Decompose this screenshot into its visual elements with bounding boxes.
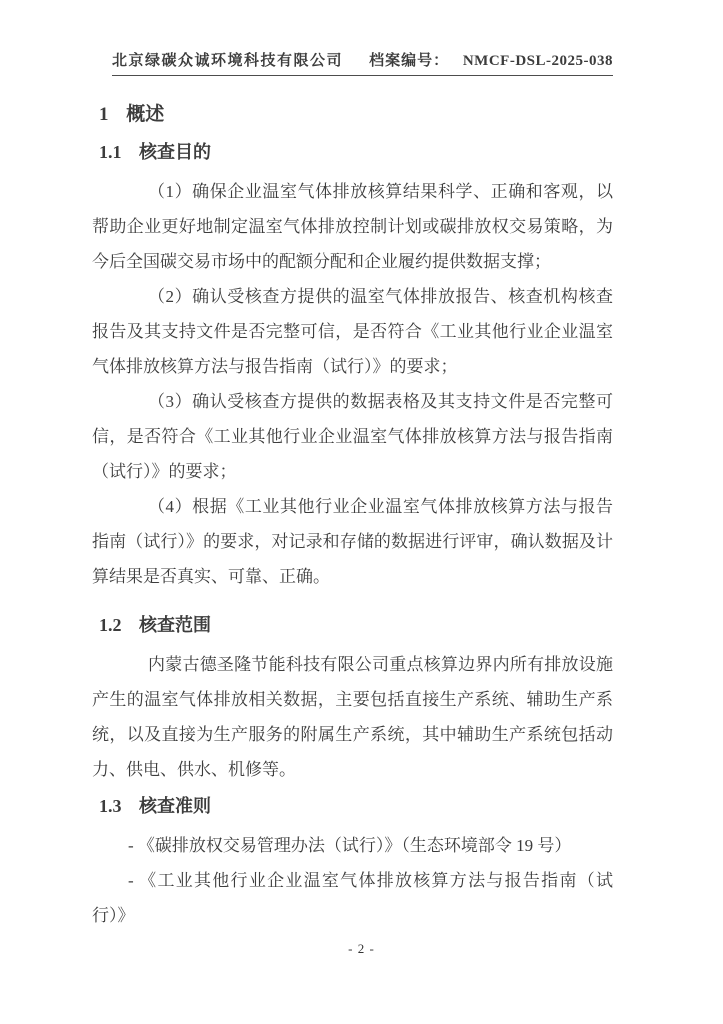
section-heading-overview bbox=[99, 104, 613, 126]
file-number-value: NMCF-DSL-2025-038 bbox=[462, 53, 613, 69]
heading-text: 核查范围 bbox=[139, 615, 211, 635]
paragraph: 内蒙古德圣隆节能科技有限公司重点核算边界内所有排放设施产生的温室气体排放相关数据，主要包括直接生产系统、辅助生产系统，以及直接为生产服务的附属生产系统，其中辅助生产系统包括动力、供电、供水、机修等。 bbox=[92, 655, 613, 779]
page-footer bbox=[0, 941, 723, 957]
heading-number: 1.2 bbox=[99, 615, 122, 635]
scope-paragraphs bbox=[92, 647, 613, 787]
list-item: - 《工业其他行业企业温室气体排放核算方法与报告指南（试行）》 bbox=[92, 871, 613, 925]
section-heading-criteria bbox=[99, 795, 613, 817]
section-heading-purpose bbox=[99, 141, 613, 163]
criteria-list bbox=[92, 828, 613, 933]
heading-text: 核查目的 bbox=[139, 142, 211, 162]
paragraph: （4）根据《工业其他行业企业温室气体排放核算方法与报告指南（试行）》的要求，对记录和存储的数据进行评审，确认数据及计算结果是否真实、可靠、正确。 bbox=[92, 497, 613, 586]
heading-text: 核查准则 bbox=[139, 796, 211, 816]
heading-number: 1 bbox=[99, 104, 109, 125]
paragraph: （2）确认受核查方提供的温室气体排放报告、核查机构核查报告及其支持文件是否完整可信，是否符合《工业其他行业企业温室气体排放核算方法与报告指南（试行）》的要求； bbox=[92, 287, 613, 376]
heading-number: 1.3 bbox=[99, 796, 122, 816]
file-number-label: 档案编号： bbox=[369, 53, 450, 69]
page-number: - 2 - bbox=[348, 941, 375, 956]
paragraph: （3）确认受核查方提供的数据表格及其支持文件是否完整可信，是否符合《工业其他行业企业温室气体排放核算方法与报告指南（试行）》的要求； bbox=[92, 392, 613, 481]
section-heading-scope bbox=[99, 614, 613, 636]
heading-text: 概述 bbox=[126, 104, 165, 125]
company-name: 北京绿碳众诚环境科技有限公司 bbox=[112, 53, 344, 69]
heading-number: 1.1 bbox=[99, 142, 122, 162]
paragraph: （1）确保企业温室气体排放核算结果科学、正确和客观，以帮助企业更好地制定温室气体排放控制计划或碳排放权交易策略，为今后全国碳交易市场中的配额分配和企业履约提供数据支撑； bbox=[92, 182, 613, 271]
document-body bbox=[92, 0, 613, 933]
purpose-paragraphs bbox=[92, 174, 613, 594]
list-item: - 《碳排放权交易管理办法（试行）》（生态环境部令 19 号） bbox=[128, 836, 572, 855]
